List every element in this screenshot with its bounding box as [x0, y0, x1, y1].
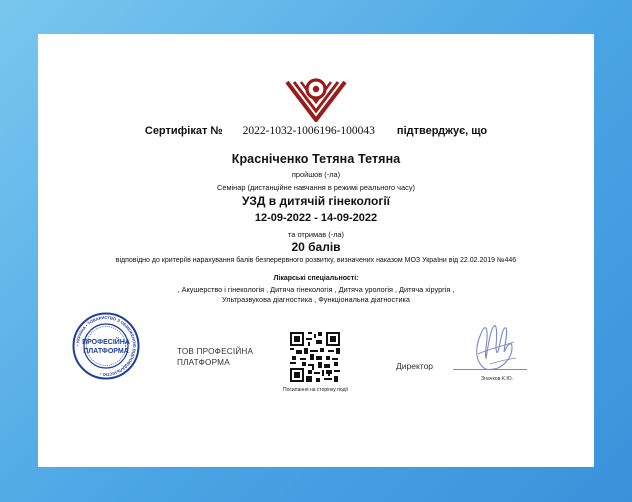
certificate-number: 2022-1032-1006196-100043	[242, 125, 375, 137]
director-label: Директор	[396, 361, 434, 371]
stamp-center-line-2: ПЛАТФОРМА	[83, 348, 129, 355]
stamp-icon	[72, 312, 140, 380]
specialties-list	[38, 285, 594, 305]
organization-line-1: ТОВ ПРОФЕСІЙНА	[177, 347, 254, 356]
logo-icon	[285, 76, 347, 122]
certificate-label: Сертифікат №	[144, 125, 223, 137]
organization-name	[177, 346, 253, 368]
stamp-ring-text: • УКРАЇНА • ТОВАРИСТВО З ОБМЕЖЕНОЮ ВІДПОВІДАЛЬНІСТЮ •	[74, 314, 138, 378]
qr-code-icon[interactable]	[290, 332, 340, 382]
course-title: УЗД в дитячій гінекології	[241, 194, 391, 208]
participant-name: Красніченко Тетяна Тетяна	[231, 152, 401, 166]
course-dates: 12-09-2022 - 14-09-2022	[254, 212, 378, 224]
organization-line-2: ПЛАТФОРМА	[177, 358, 230, 367]
signature-icon	[470, 318, 522, 374]
signer-name: Значков К.Ю.	[481, 376, 514, 382]
confirms-text: підтверджує, що	[396, 125, 488, 137]
specialties-line-1: , Акушерство і гінекологія , Дитяча гінекологія , Дитяча урологія , Дитяча хірургія ,	[177, 285, 455, 294]
stamp-center-line-1: ПРОФЕСІЙНА	[82, 339, 130, 346]
criteria-text: відповідно до критеріїв нарахування балів безперервного розвитку, визначених наказом МОЗ України від 22.02.2019 №446	[115, 257, 517, 264]
specialties-line-2: Ультразвукова діагностика , Функціональна діагностика	[222, 295, 410, 304]
certificate-number-row	[38, 125, 594, 137]
qr-caption: Посилання на сторінку події	[282, 387, 348, 393]
points-value: 20 балів	[291, 240, 341, 254]
received-text: та отримав (-ла)	[287, 230, 344, 239]
certificate-sheet	[38, 34, 594, 467]
passed-text: пройшов (-ла)	[291, 170, 341, 179]
specialties-title: Лікарські спеціальності:	[273, 275, 359, 282]
seminar-type: Семінар (дистанційне навчання в режимі реального часу)	[217, 183, 415, 192]
